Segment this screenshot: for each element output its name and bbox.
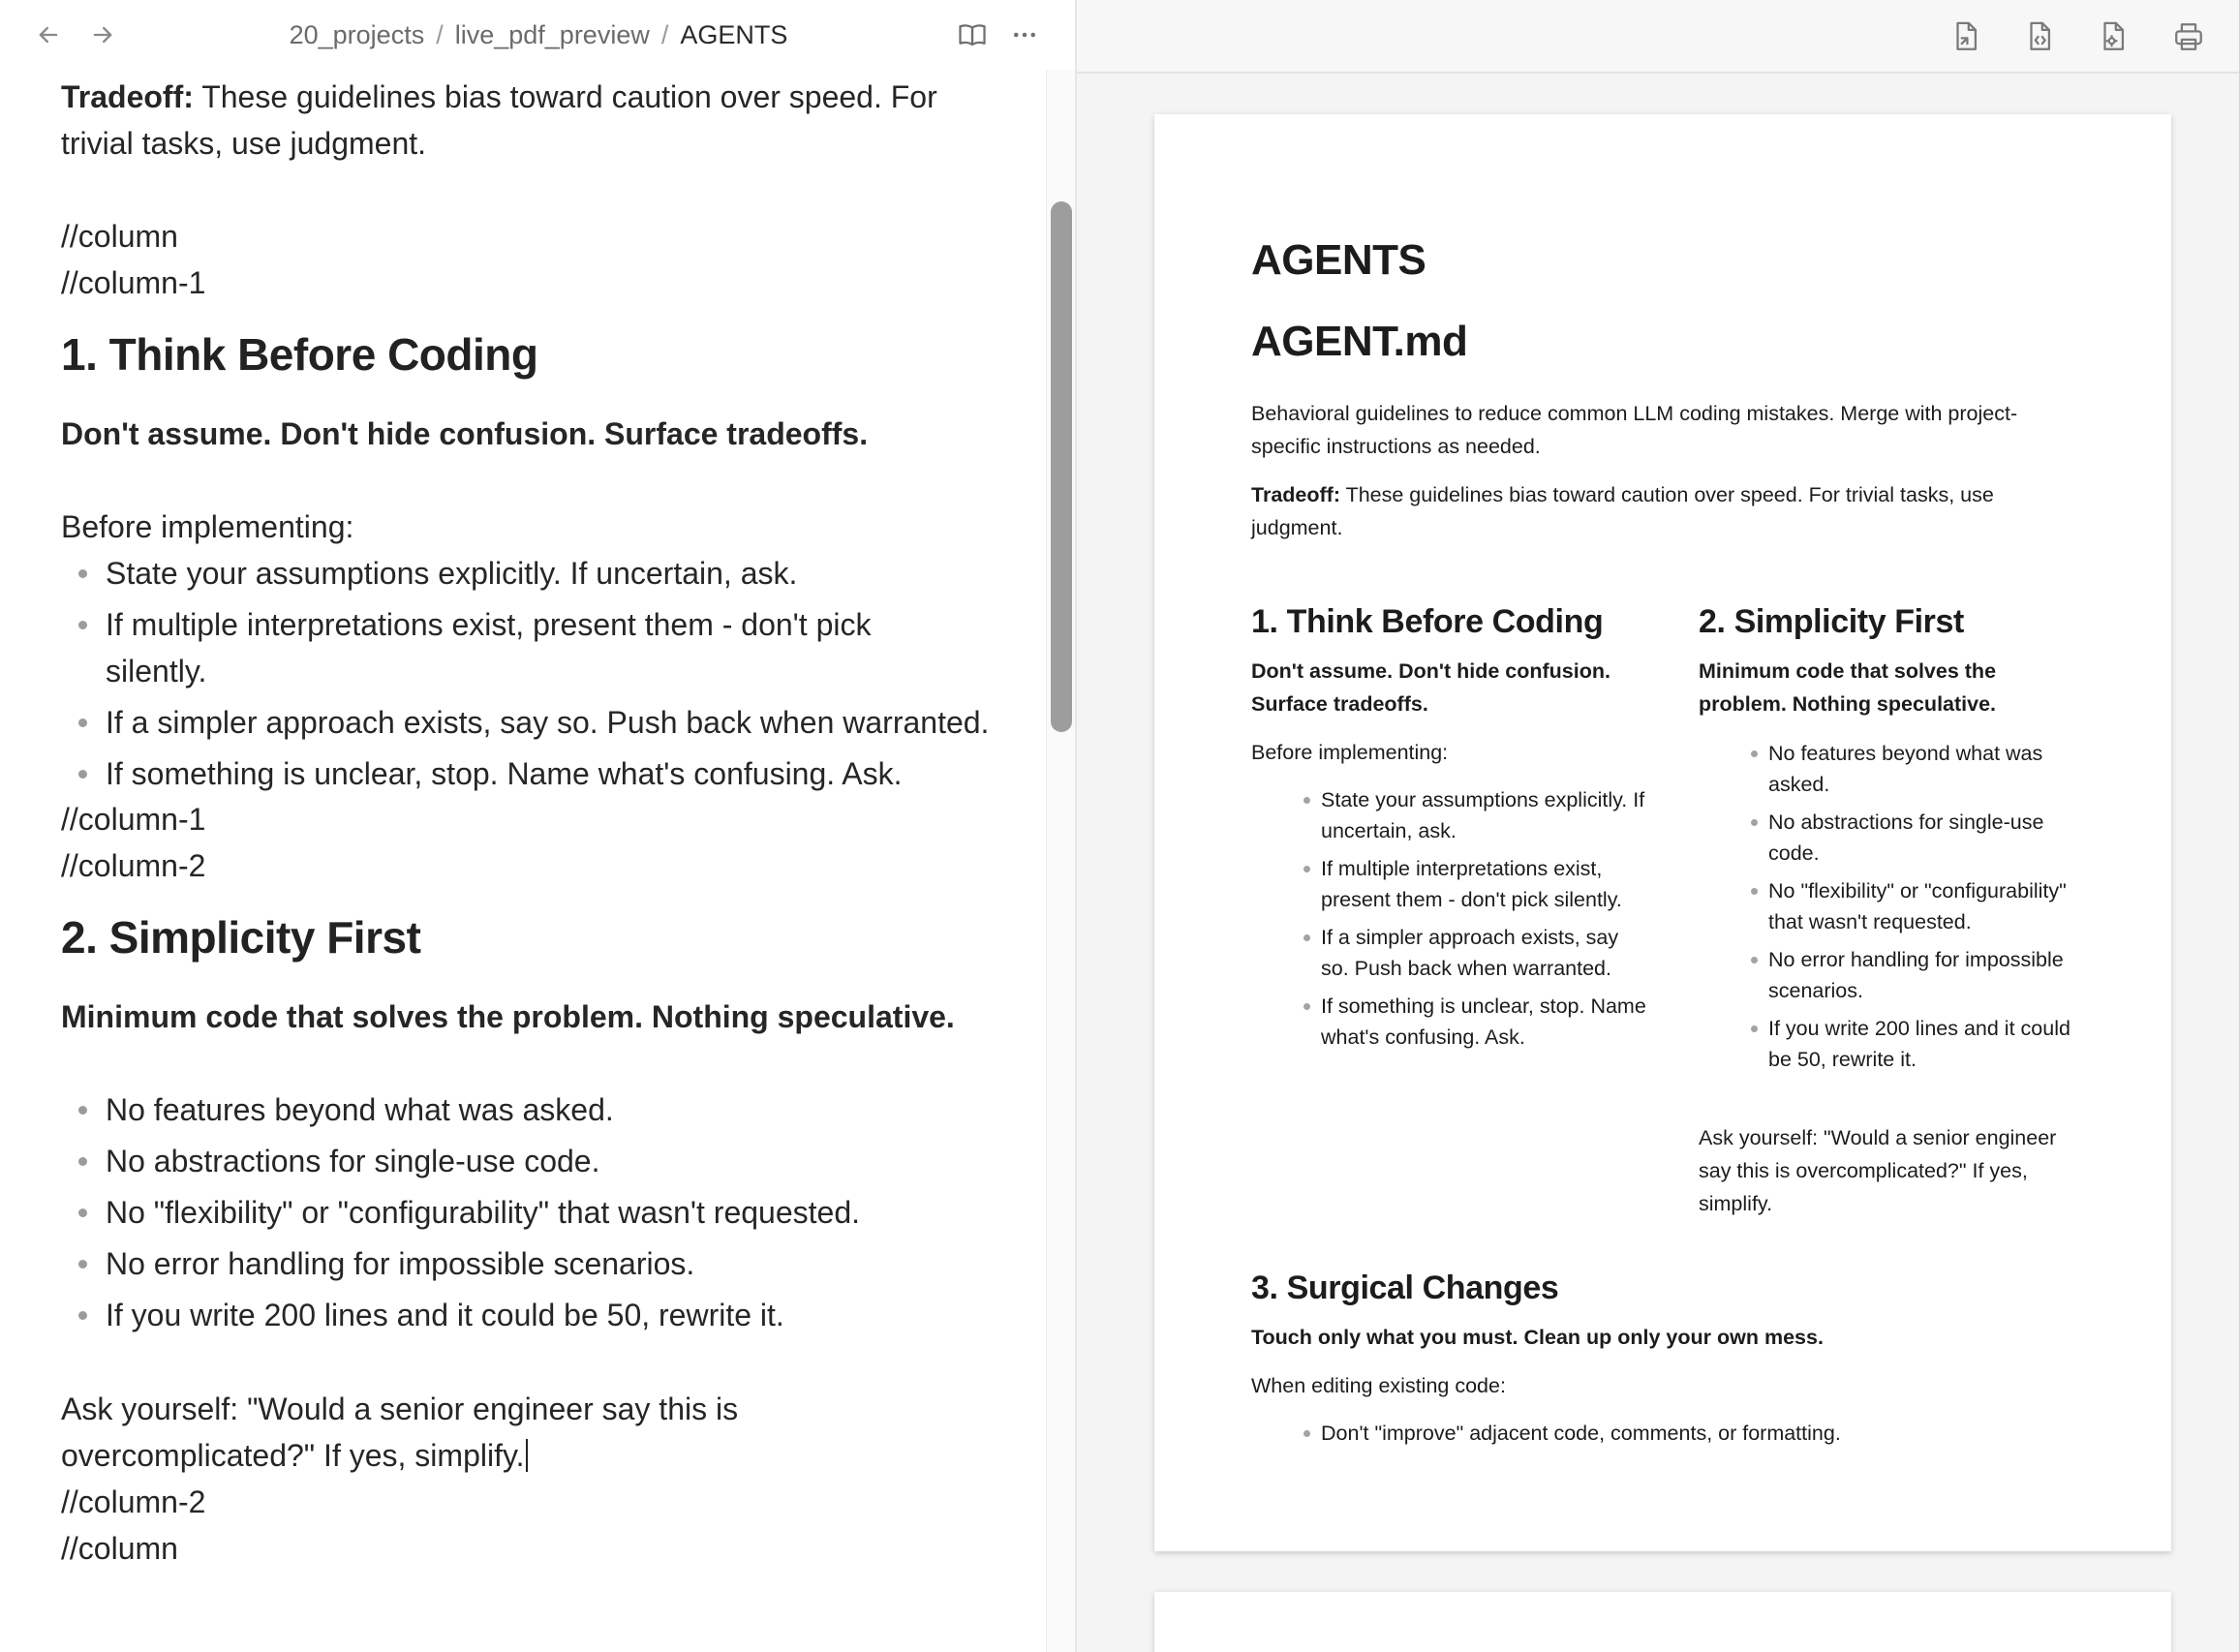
preview-section-1-heading: 1. Think Before Coding bbox=[1251, 603, 1604, 640]
section-2-heading: 2. Simplicity First bbox=[61, 912, 421, 963]
pdf-page-next bbox=[1154, 1592, 2171, 1652]
list-item: If something is unclear, stop. Name what's confusing. Ask. bbox=[77, 750, 1020, 797]
column-2-end-marker: //column-2 bbox=[61, 1484, 206, 1519]
export-pdf-button[interactable] bbox=[1943, 14, 1989, 60]
blank-line bbox=[61, 1343, 1020, 1386]
list-item: If you write 200 lines and it could be 50, rewrite it. bbox=[77, 1292, 1020, 1338]
list-item: If something is unclear, stop. Name what's confusing. Ask. bbox=[1321, 991, 1650, 1053]
export-html-button[interactable] bbox=[2016, 14, 2063, 60]
preview-section-3-list bbox=[1321, 1418, 1999, 1455]
section-2-subtitle: Minimum code that solves the problem. Nothing speculative. bbox=[61, 999, 955, 1034]
preview-tradeoff bbox=[1251, 478, 2045, 544]
column-1-marker: //column-1 bbox=[61, 265, 206, 300]
list-item: No features beyond what was asked. bbox=[77, 1086, 1020, 1133]
tradeoff-line-2: trivial tasks, use judgment. bbox=[61, 126, 427, 161]
editor-scrollbar-thumb[interactable] bbox=[1051, 201, 1072, 732]
print-button[interactable] bbox=[2165, 14, 2212, 60]
section-1-heading: 1. Think Before Coding bbox=[61, 329, 538, 380]
file-code-icon bbox=[2023, 20, 2056, 53]
breadcrumb-separator: / bbox=[436, 20, 444, 49]
preview-section-2-list bbox=[1768, 738, 2088, 1082]
preview-subtitle: AGENT.md bbox=[1251, 318, 1468, 365]
preview-section-1-intro: Before implementing: bbox=[1251, 741, 1449, 764]
export-settings-button[interactable] bbox=[2090, 14, 2136, 60]
tradeoff-label: Tradeoff: bbox=[61, 79, 194, 114]
text-cursor bbox=[526, 1439, 528, 1472]
tradeoff-text: These guidelines bias toward caution over speed. For bbox=[193, 79, 937, 114]
editor-pane[interactable] bbox=[0, 0, 1077, 1652]
more-horizontal-icon bbox=[1010, 20, 1039, 49]
ask-line-2 bbox=[61, 1432, 1020, 1479]
breadcrumb bbox=[0, 17, 1077, 52]
preview-title: AGENTS bbox=[1251, 236, 1426, 284]
list-item: No abstractions for single-use code. bbox=[1768, 807, 2088, 869]
ask-line-1: Ask yourself: "Would a senior engineer say this is bbox=[61, 1392, 739, 1426]
tradeoff-line-1 bbox=[61, 70, 1020, 120]
editor-header bbox=[0, 0, 1077, 70]
breadcrumb-item-file[interactable]: AGENTS bbox=[680, 20, 788, 49]
section-2-list bbox=[77, 1086, 1020, 1338]
list-item: If a simpler approach exists, say so. Push back when warranted. bbox=[1321, 922, 1650, 984]
list-item: No "flexibility" or "configurability" that wasn't requested. bbox=[77, 1189, 1020, 1236]
file-export-icon bbox=[1949, 20, 1982, 53]
list-item: No "flexibility" or "configurability" that wasn't requested. bbox=[1768, 875, 2088, 937]
section-1-list bbox=[77, 550, 1020, 797]
list-item: If multiple interpretations exist, present them - don't pick silently. bbox=[1321, 853, 1650, 915]
preview-section-2-heading: 2. Simplicity First bbox=[1699, 603, 1964, 640]
preview-section-1-subtitle: Don't assume. Don't hide confusion. Surface tradeoffs. bbox=[1251, 659, 1610, 716]
ask-line-2-text: overcomplicated?" If yes, simplify. bbox=[61, 1438, 525, 1473]
preview-section-3-heading: 3. Surgical Changes bbox=[1251, 1270, 1559, 1306]
preview-section-2-subtitle: Minimum code that solves the problem. Nothing speculative. bbox=[1699, 659, 1997, 716]
column-end-marker: //column bbox=[61, 1531, 178, 1566]
blank-line bbox=[61, 457, 1020, 504]
column-marker: //column bbox=[61, 219, 178, 254]
list-item: No error handling for impossible scenarios. bbox=[77, 1240, 1020, 1287]
pdf-page bbox=[1154, 114, 2171, 1551]
preview-toolbar bbox=[1077, 0, 2239, 74]
blank-line bbox=[61, 1040, 1020, 1086]
preview-section-3-intro: When editing existing code: bbox=[1251, 1374, 1506, 1397]
preview-section-3-subtitle: Touch only what you must. Clean up only your own mess. bbox=[1251, 1326, 1824, 1349]
column-2-marker: //column-2 bbox=[61, 848, 206, 883]
list-item: If a simpler approach exists, say so. Push back when warranted. bbox=[77, 699, 1020, 746]
column-1-end-marker: //column-1 bbox=[61, 802, 206, 837]
list-item: No abstractions for single-use code. bbox=[77, 1138, 1020, 1184]
list-item: State your assumptions explicitly. If uncertain, ask. bbox=[77, 550, 1020, 597]
printer-icon bbox=[2172, 20, 2205, 53]
book-open-icon bbox=[958, 20, 987, 49]
blank-line bbox=[61, 167, 1020, 213]
preview-pane[interactable] bbox=[1077, 0, 2239, 1652]
list-item: No features beyond what was asked. bbox=[1768, 738, 2088, 800]
list-item: State your assumptions explicitly. If uncertain, ask. bbox=[1321, 784, 1650, 846]
editor-content[interactable] bbox=[61, 70, 1020, 1572]
breadcrumb-separator: / bbox=[660, 20, 669, 49]
section-1-intro: Before implementing: bbox=[61, 509, 354, 544]
preview-section-1-list bbox=[1321, 784, 1650, 1059]
more-options-button[interactable] bbox=[1003, 14, 1046, 56]
preview-tradeoff-text: These guidelines bias toward caution over speed. For trivial tasks, use judgment. bbox=[1251, 483, 1994, 539]
preview-section-2-ask: Ask yourself: "Would a senior engineer say this is overcomplicated?" If yes, simplify. bbox=[1699, 1126, 2057, 1215]
breadcrumb-item-folder[interactable]: 20_projects bbox=[289, 20, 425, 49]
list-item: Don't "improve" adjacent code, comments, or formatting. bbox=[1321, 1418, 1999, 1449]
preview-tradeoff-label: Tradeoff: bbox=[1251, 483, 1340, 506]
reading-view-button[interactable] bbox=[951, 14, 994, 56]
preview-intro: Behavioral guidelines to reduce common LLM coding mistakes. Merge with project-specific instructions as needed. bbox=[1251, 402, 2018, 458]
file-settings-icon bbox=[2097, 20, 2130, 53]
list-item: If you write 200 lines and it could be 50, rewrite it. bbox=[1768, 1013, 2088, 1075]
list-item: No error handling for impossible scenarios. bbox=[1768, 944, 2088, 1006]
breadcrumb-item-subfolder[interactable]: live_pdf_preview bbox=[454, 20, 650, 49]
list-item: If multiple interpretations exist, present them - don't pick silently. bbox=[77, 601, 909, 694]
section-1-subtitle: Don't assume. Don't hide confusion. Surface tradeoffs. bbox=[61, 416, 869, 451]
